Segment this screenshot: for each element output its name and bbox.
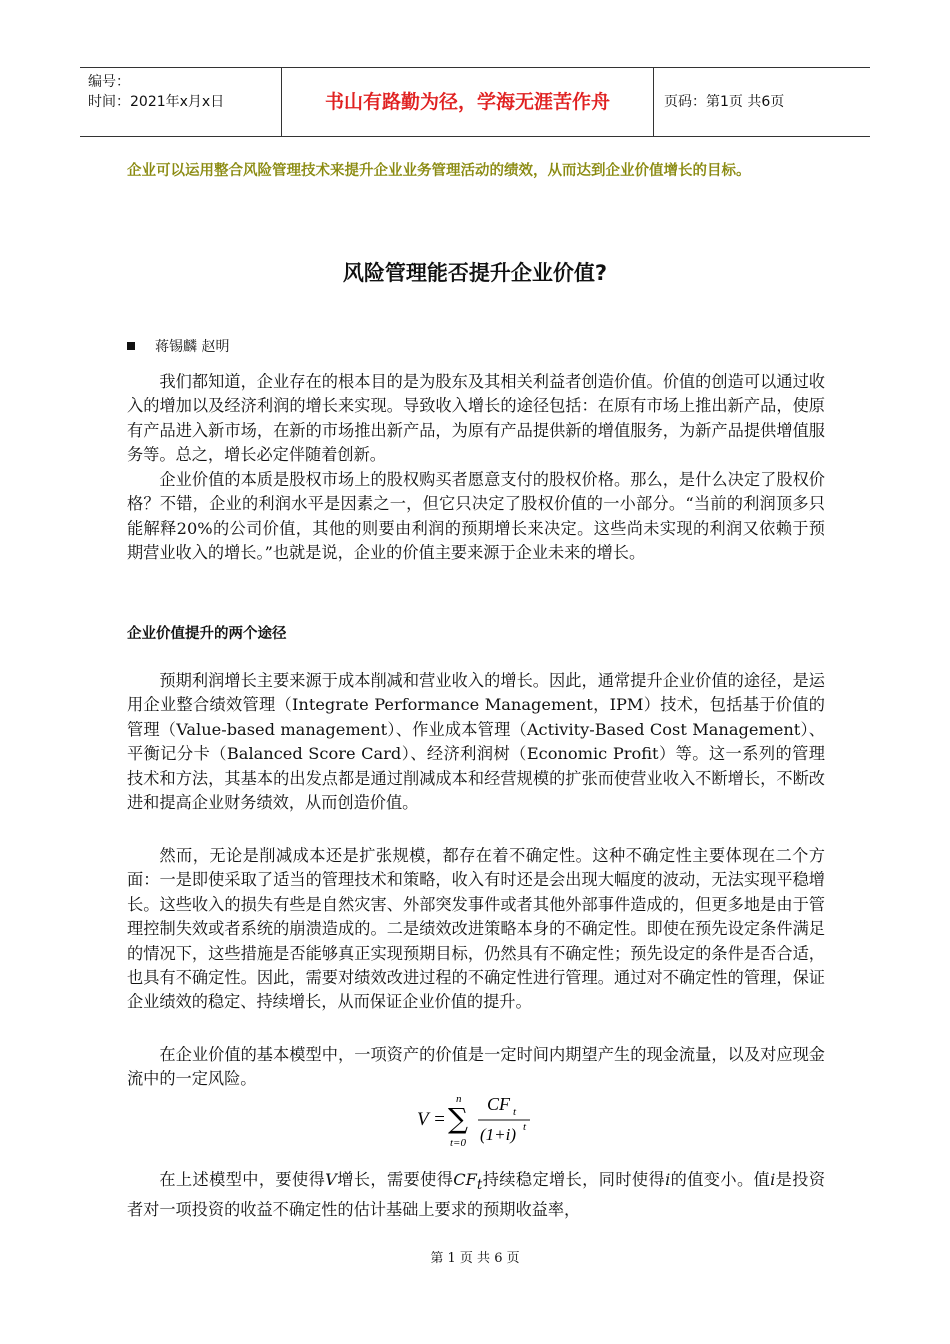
paragraph-5: 在企业价值的基本模型中，一项资产的价值是一定时间内期望产生的现金流量，以及对应现金流中的一定风险。 — [127, 1045, 825, 1089]
sigma-icon: ∑ — [448, 1102, 468, 1135]
p6-sub-t: t — [476, 1177, 483, 1194]
header-page-label: 页码：第1页 共6页 — [664, 94, 785, 110]
square-bullet-icon — [127, 342, 135, 350]
paragraph-3: 预期利润增长主要来源于成本削减和营业收入的增长。因此，通常提升企业价值的途径，是运用企业整合绩效管理（Integrate Performance Management，IPM）技术，包括基于价值的管理（Value-based management）、作业成本管理（Activity-Based Cost Management）、平衡记分卡（Balanced Score Card）、经济利润树（Economic Profit）等。这一系列的管理技术和方法，其基本的出发点都是通过削减成本和经营规模的扩张而使营业收入不断增长，不断改进和提高企业财务绩效，从而创造价值。 — [127, 671, 825, 813]
formula-den-sup: t — [523, 1121, 527, 1133]
formula-denominator: (1+i) — [480, 1125, 517, 1144]
header-meta — [80, 68, 282, 136]
number-label: 编号： — [88, 74, 130, 90]
date-label: 时间：2021年x月x日 — [88, 94, 225, 110]
p6-var-cf: CF — [453, 1170, 477, 1189]
formula-numerator: CF — [487, 1094, 511, 1114]
header-motto: 书山有路勤为径，学海无涯苦作舟 — [282, 68, 654, 136]
paragraph-4: 然而，无论是削减成本还是扩张规模，都存在着不确定性。这种不确定性主要体现在二个方面：一是即使采取了适当的管理技术和策略，收入有时还是会出现大幅度的波动，无法实现平稳增长。这些收入的损失有些是自然灾害、外部突发事件或者其他外部事件造成的，但更多地是由于管理控制失效或者系统的崩溃造成的。二是绩效改进策略本身的不确定性。即使在预先设定条件满足的情况下，这些措施是否能够真正实现预期目标，仍然具有不确定性；预先设定的条件是否合适，也具有不确定性。因此，需要对绩效改进过程的不确定性进行管理。通过对不确定性的管理，保证企业绩效的稳定、持续增长，从而保证企业价值的提升。 — [127, 846, 825, 1012]
author-names: 蒋锡麟 赵明 — [155, 339, 230, 355]
page-footer: 第 1 页 共 6 页 — [430, 1251, 520, 1266]
p6-var-i: i — [665, 1170, 671, 1189]
formula-eq: = — [433, 1109, 446, 1130]
p6-text-d: 的值变小。值 — [670, 1170, 771, 1189]
p6-text-b: 增长，需要使得 — [336, 1170, 454, 1189]
paragraph-6 — [127, 1168, 825, 1222]
formula-sum-top: n — [456, 1093, 462, 1105]
article-title: 风险管理能否提升企业价值? — [342, 261, 608, 285]
p6-text-e: 是投资者对一项投资的收益不确定性的估计基础上要求的预期收益率， — [127, 1170, 826, 1219]
paragraph-2: 企业价值的本质是股权市场上的股权购买者愿意支付的股权价格。那么，是什么决定了股权价格？不错，企业的利润水平是因素之一，但它只决定了股权价值的一小部分。“当前的利润顶多只能解释20%的公司价值，其他的则要由利润的预期增长来决定。这些尚未实现的利润又依赖于预期营业收入的增长。”也就是说，企业的价值主要来源于企业未来的增长。 — [127, 470, 825, 563]
value-formula — [400, 1090, 600, 1150]
p6-var-i2: i — [770, 1170, 776, 1189]
formula-num-sub: t — [513, 1106, 517, 1118]
p6-text-a: 在上述模型中，要使得 — [159, 1170, 326, 1189]
formula-lhs: V — [417, 1109, 429, 1130]
intro-summary: 企业可以运用整合风险管理技术来提升企业业务管理活动的绩效，从而达到企业价值增长的目标。 — [127, 163, 751, 179]
byline — [127, 336, 229, 356]
p6-text-c: 持续稳定增长，同时使得 — [482, 1170, 666, 1189]
page-header — [80, 67, 870, 137]
section-heading: 企业价值提升的两个途径 — [127, 626, 287, 642]
p6-var-v: V — [325, 1170, 337, 1189]
formula-sum-bottom: t=0 — [450, 1137, 466, 1149]
formula-svg — [400, 1090, 600, 1150]
paragraph-1: 我们都知道，企业存在的根本目的是为股东及其相关利益者创造价值。价值的创造可以通过收入的增加以及经济利润的增长来实现。导致收入增长的途径包括：在原有市场上推出新产品，使原有产品进入新市场，在新的市场推出新产品，为原有产品提供新的增值服务，为新产品提供增值服务等。总之，增长必定伴随着创新。 — [127, 372, 825, 465]
